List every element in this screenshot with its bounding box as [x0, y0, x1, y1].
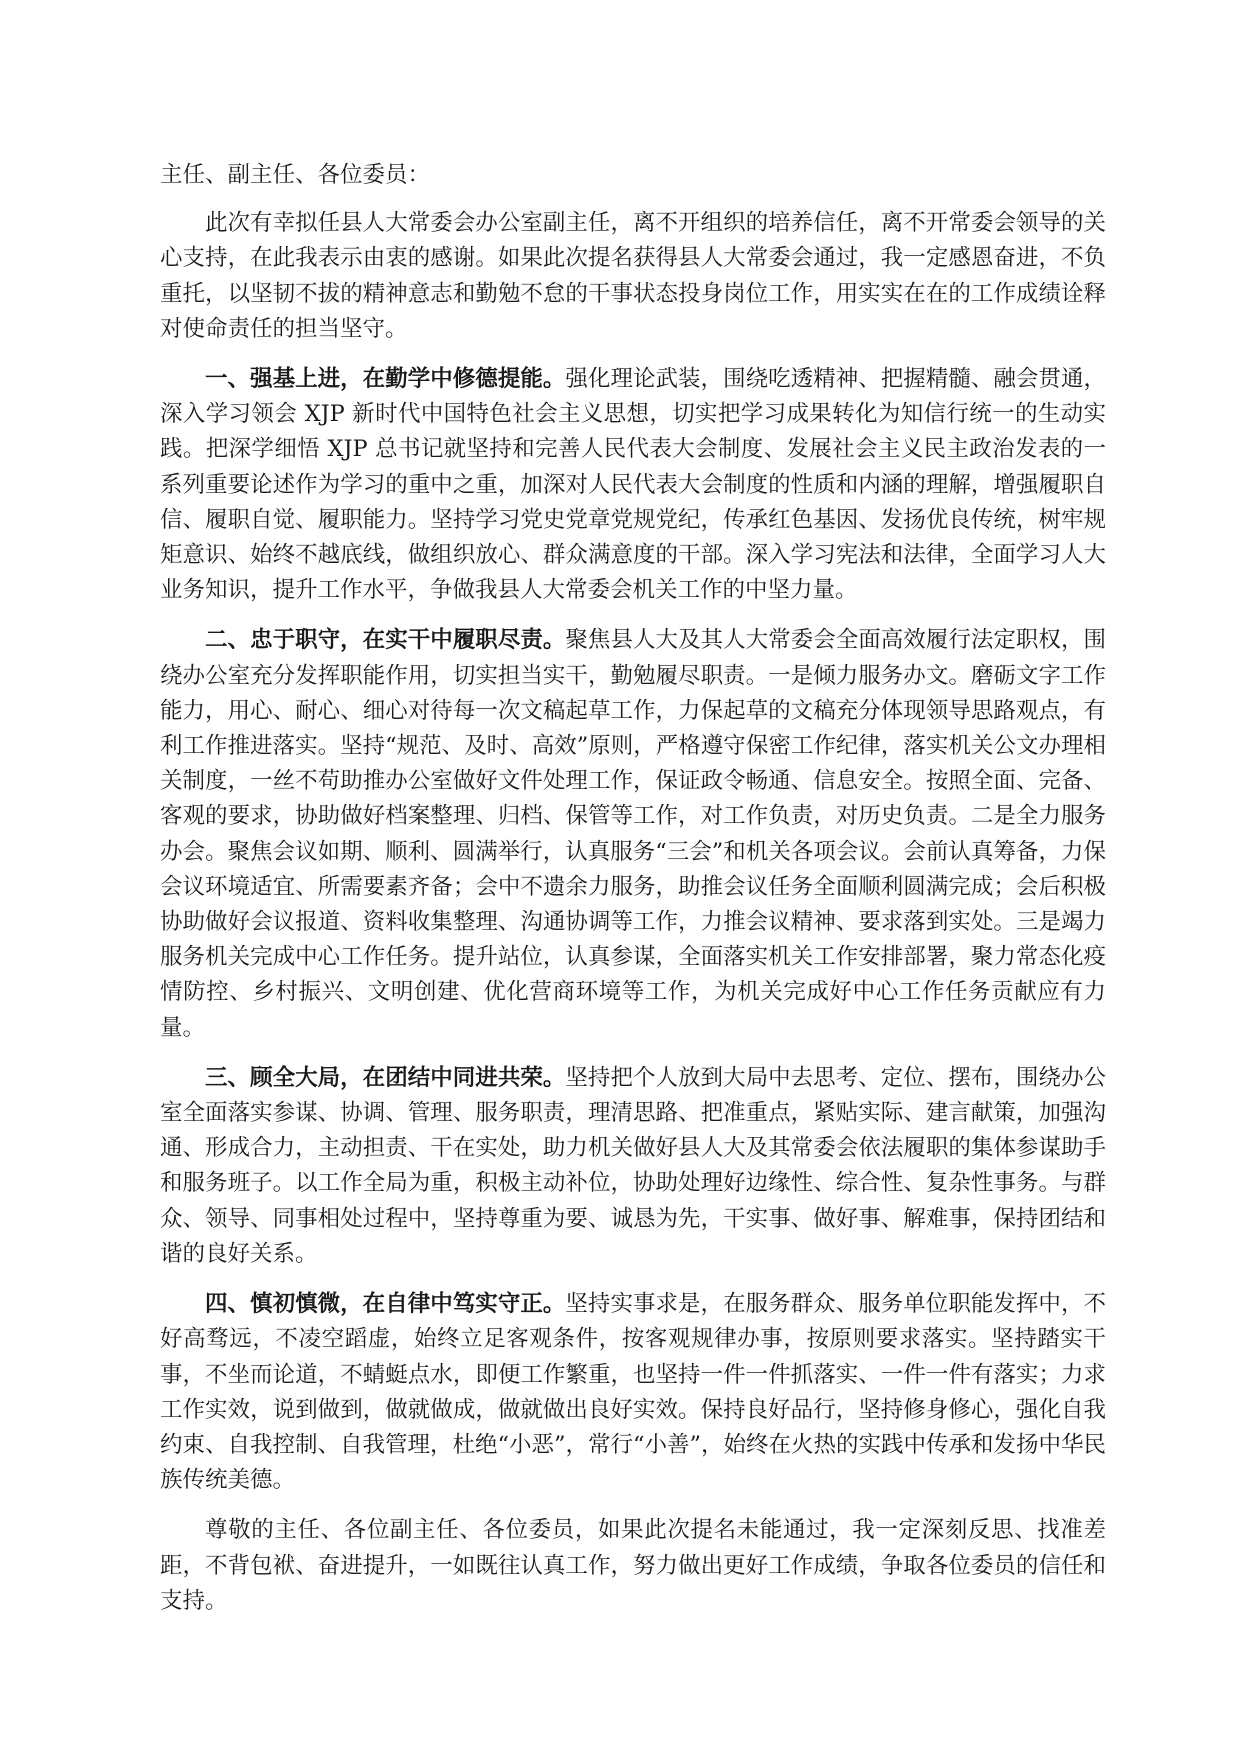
- section-body-3: 坚持把个人放到大局中去思考、定位、摆布，围绕办公室全面落实参谋、协调、管理、服务职责，理清思路、把准重点，紧贴实际、建言献策，加强沟通、形成合力，主动担责、干在实处，助力机关做好县人大及其常委会依法履职的集体参谋助手和服务班子。以工作全局为重，积极主动补位，协助处理好边缘性、综合性、复杂性事务。与群众、领导、同事相处过程中，坚持尊重为要、诚恳为先，干实事、做好事、解难事，保持团结和谐的良好关系。: [160, 1064, 1106, 1267]
- section-paragraph-4: [160, 1287, 1106, 1498]
- document-page: [160, 158, 1106, 1634]
- section-heading-1: 一、强基上进，在勤学中修德提能。: [205, 366, 566, 393]
- intro-paragraph: 此次有幸拟任县人大常委会办公室副主任，离不开组织的培养信任，离不开常委会领导的关心支持，在此我表示由衷的感谢。如果此次提名获得县人大常委会通过，我一定感恩奋进，不负重托，以坚韧不拔的精神意志和勤勉不怠的干事状态投身岗位工作，用实实在在的工作成绩诠释对使命责任的担当坚守。: [160, 210, 1106, 342]
- section-paragraph-3: [160, 1061, 1106, 1272]
- section-heading-2: 二、忠于职守，在实干中履职尽责。: [205, 627, 566, 654]
- salutation: 主任、副主任、各位委员：: [160, 162, 431, 188]
- section-paragraph-1: [160, 362, 1106, 608]
- section-body-4: 坚持实事求是，在服务群众、服务单位职能发挥中，不好高骛远，不凌空蹈虚，始终立足客观条件，按客观规律办事，按原则要求落实。坚持踏实干事，不坐而论道，不蜻蜓点水，即便工作繁重，也坚持一件一件抓落实、一件一件有落实；力求工作实效，说到做到，做就做成，做就做出良好实效。保持良好品行，坚持修身修心，强化自我约束、自我控制、自我管理，杜绝“小恶”，常行“小善”，始终在火热的实践中传承和发扬中华民族传统美德。: [160, 1291, 1107, 1494]
- section-heading-4: 四、慎初慎微，在自律中笃实守正。: [205, 1291, 566, 1318]
- section-paragraph-2: [160, 623, 1106, 1045]
- section-heading-3: 三、顾全大局，在团结中同进共荣。: [205, 1064, 566, 1091]
- section-body-2: 聚焦县人大及其人大常委会全面高效履行法定职权，围绕办公室充分发挥职能作用，切实担当实干，勤勉履尽职责。一是倾力服务办文。磨砺文字工作能力，用心、耐心、细心对待每一次文稿起草工作，力保起草的文稿充分体现领导思路观点，有利工作推进落实。坚持“规范、及时、高效”原则，严格遵守保密工作纪律，落实机关公文办理相关制度，一丝不苟助推办公室做好文件处理工作，保证政令畅通、信息安全。按照全面、完备、客观的要求，协助做好档案整理、归档、保管等工作，对工作负责，对历史负责。二是全力服务办会。聚焦会议如期、顺利、圆满举行，认真服务“三会”和机关各项会议。会前认真筹备，力保会议环境适宜、所需要素齐备；会中不遗余力服务，助推会议任务全面顺利圆满完成；会后积极协助做好会议报道、资料收集整理、沟通协调等工作，力推会议精神、要求落到实处。三是竭力服务机关完成中心工作任务。提升站位，认真参谋，全面落实机关工作安排部署，聚力常态化疫情防控、乡村振兴、文明创建、优化营商环境等工作，为机关完成好中心工作任务贡献应有力量。: [160, 627, 1106, 1041]
- closing-paragraph: 尊敬的主任、各位副主任、各位委员，如果此次提名未能通过，我一定深刻反思、找准差距，不背包袱、奋进提升，一如既往认真工作，努力做出更好工作成绩，争取各位委员的信任和支持。: [160, 1517, 1106, 1614]
- section-body-1: 强化理论武装，围绕吃透精神、把握精髓、融会贯通，深入学习领会 XJP 新时代中国特色社会主义思想，切实把学习成果转化为知信行统一的生动实践。把深学细悟 XJP 总书记就坚持和完善人民代表大会制度、发展社会主义民主政治发表的一系列重要论述作为学习的重中之重，加深对人民代表大会制度的性质和内涵的理解，增强履职自信、履职自觉、履职能力。坚持学习党史党章党规党纪，传承红色基因、发扬优良传统，树牢规矩意识、始终不越底线，做组织放心、群众满意度的干部。深入学习宪法和法律，全面学习人大业务知识，提升工作水平，争做我县人大常委会机关工作的中坚力量。: [160, 366, 1106, 604]
